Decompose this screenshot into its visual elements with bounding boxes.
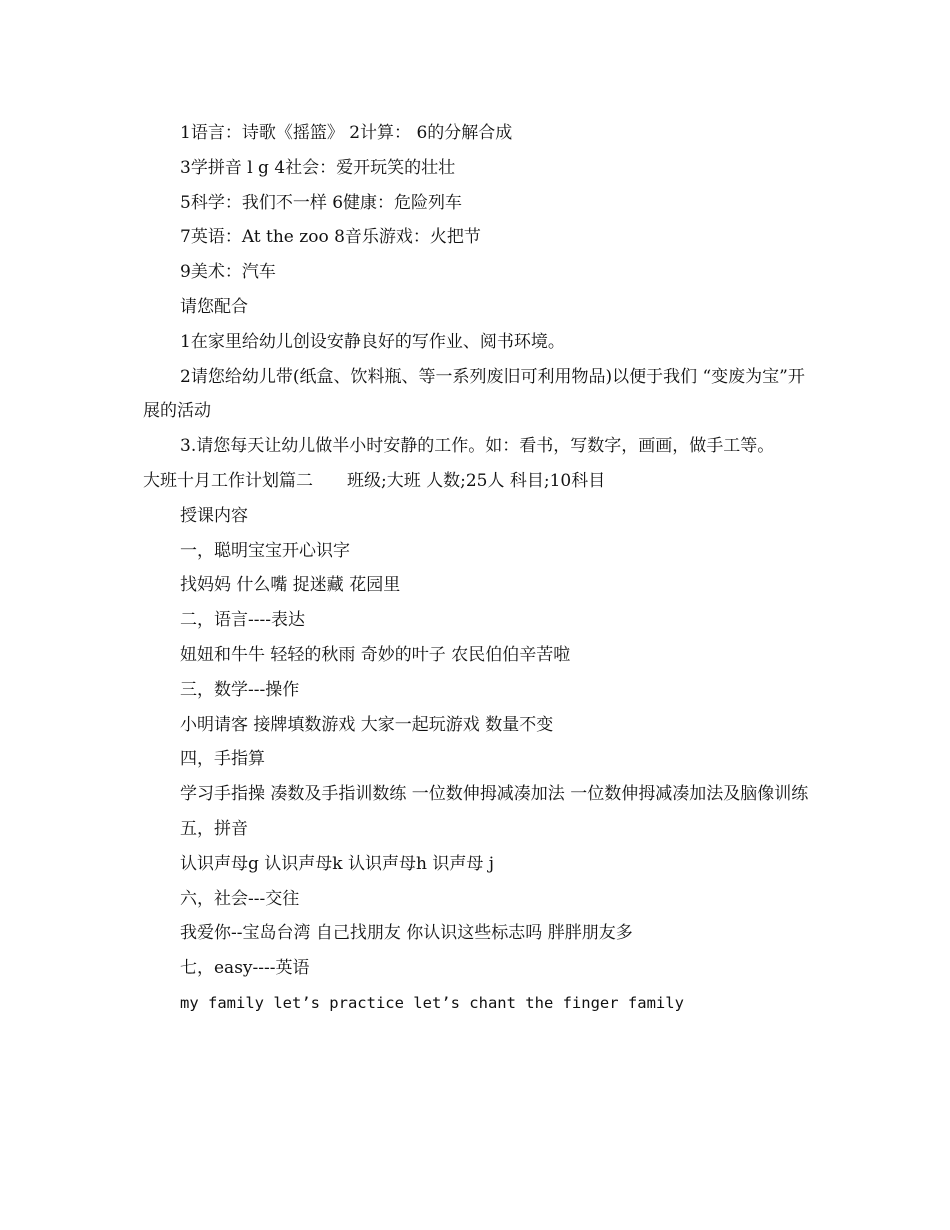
paragraph-line: 找妈妈 什么嘴 捉迷藏 花园里 [180,575,401,596]
paragraph-line: my family let’s practice let’s chant the finger family [180,993,684,1012]
document-title-line: 大班十月工作计划篇二 班级;大班 人数;25人 科目;10科目 [143,470,606,491]
section-heading: 四，手指算 [180,749,265,770]
paragraph-line: 1在家里给幼儿创设安静良好的写作业、阅书环境。 [180,331,565,352]
paragraph-line: 3学拼音 l g 4社会：爱开玩笑的壮壮 [180,157,456,178]
section-heading: 授课内容 [180,505,248,526]
section-heading: 一，聪明宝宝开心识字 [180,540,350,561]
paragraph-line: 3.请您每天让幼儿做半小时安静的工作。如：看书，写数字，画画，做手工等。 [180,436,775,457]
document-body [143,116,811,1021]
paragraph-line: 1语言：诗歌《摇篮》 2计算： 6的分解合成 [180,123,513,143]
paragraph-line: 9美术：汽车 [180,262,276,283]
section-heading: 七，easy----英语 [180,958,310,979]
section-heading: 六，社会---交往 [180,888,300,909]
section-heading: 五，拼音 [180,818,248,839]
section-heading: 二，语言----表达 [180,610,305,631]
paragraph-line: 学习手指操 凑数及手指训数练 一位数伸拇减凑加法 一位数伸拇减凑加法及脑像训练 [180,784,809,805]
section-heading: 请您配合 [180,296,248,317]
paragraph-line: 我爱你--宝岛台湾 自己找朋友 你认识这些标志吗 胖胖朋友多 [180,923,633,944]
paragraph-line: 妞妞和牛牛 轻轻的秋雨 奇妙的叶子 农民伯伯辛苦啦 [180,644,571,665]
paragraph-line: 小明请客 接牌填数游戏 大家一起玩游戏 数量不变 [180,714,554,735]
paragraph-line: 认识声母g 认识声母k 认识声母h 识声母 j [180,853,495,874]
section-heading: 三，数学---操作 [180,679,300,700]
paragraph-line: 5科学：我们不一样 6健康：危险列车 [180,192,463,213]
paragraph-line: 2请您给幼儿带(纸盒、饮料瓶、等一系列废旧可利用物品)以便于我们 “变废为宝”开展的活动 [143,366,805,422]
paragraph-line: 7英语：At the zoo 8音乐游戏：火把节 [180,227,481,248]
